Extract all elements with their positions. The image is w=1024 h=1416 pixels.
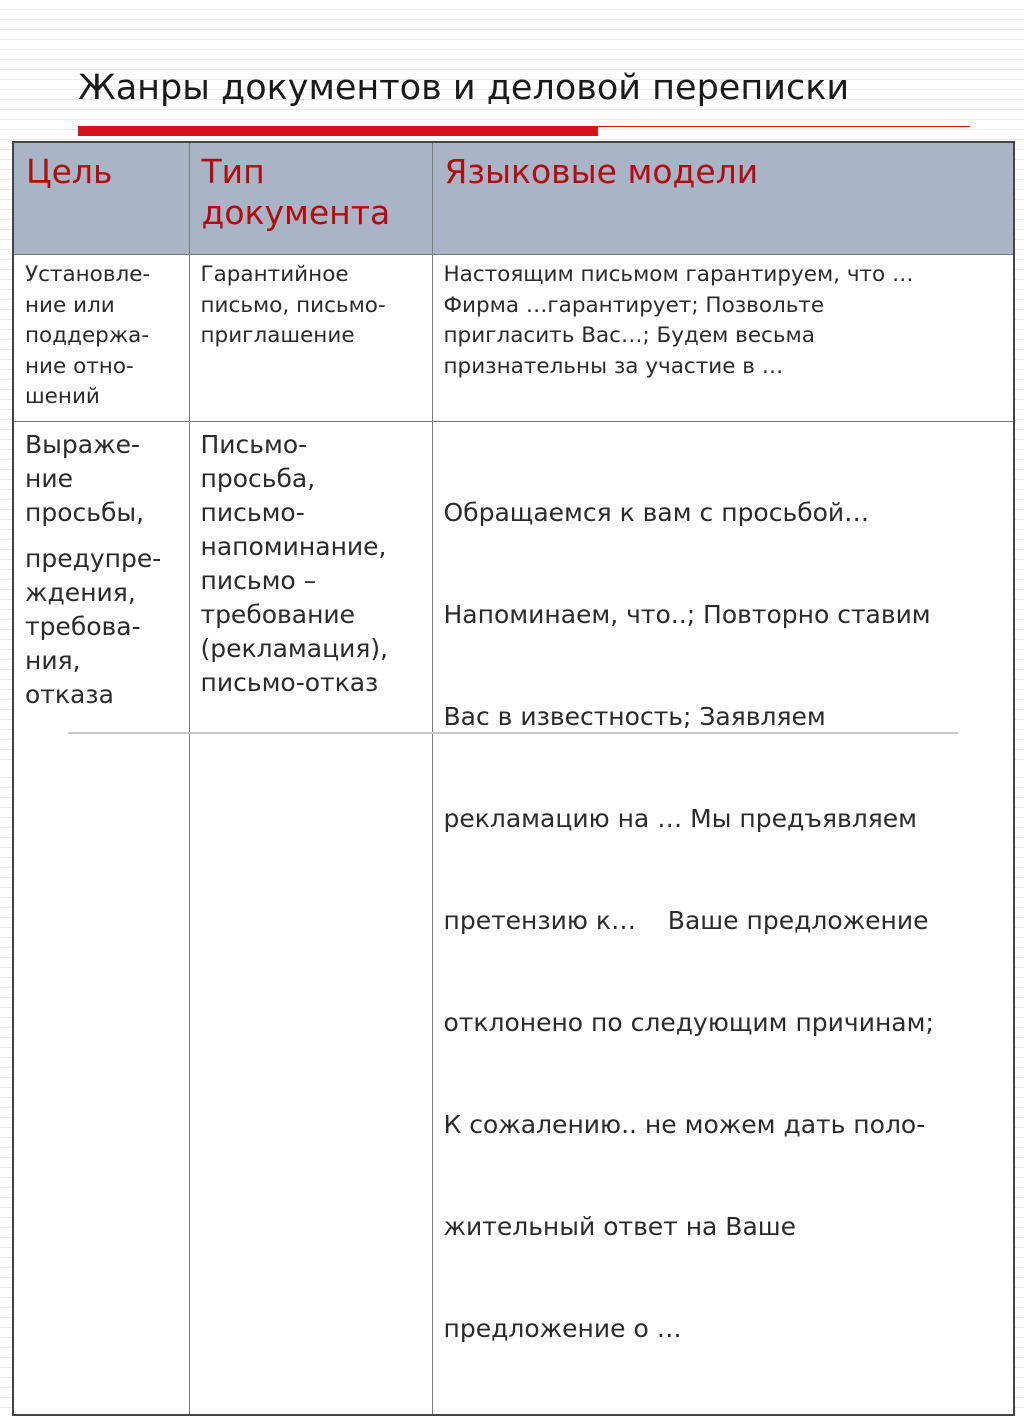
slide-title: Жанры документов и деловой переписки	[78, 68, 850, 108]
text-line: письмо, письмо-	[200, 292, 386, 318]
text-line: Установле-	[25, 262, 151, 287]
text-line: требова-	[25, 612, 141, 641]
header-doc-type: Тип документа	[189, 142, 432, 255]
text-line: Обращаемся к вам с просьбой…	[443, 498, 870, 527]
text-line: К сожалению.. не можем дать поло-	[443, 1110, 926, 1139]
table-row	[13, 422, 1014, 1416]
text-line: шений	[25, 384, 100, 409]
text-line: (рекламация),	[200, 634, 389, 663]
text-line: просьба,	[200, 464, 316, 493]
text-line: просьбы,	[25, 498, 145, 527]
table-row	[13, 255, 1014, 422]
text-line: Письмо-	[200, 430, 308, 459]
text-line: письмо-	[200, 498, 305, 527]
text-line: напоминание,	[200, 532, 387, 561]
title-underline-line	[598, 126, 970, 127]
text-line: отказа	[25, 680, 114, 709]
cell-goal	[13, 255, 189, 422]
cell-doc-type	[189, 255, 432, 422]
title-underline-bar	[78, 126, 598, 136]
cell-language-models	[432, 255, 1014, 422]
text-line: поддержа-	[25, 323, 150, 348]
cell-goal	[13, 422, 189, 1416]
text-line: Фирма …гарантирует; Позвольте	[443, 292, 825, 318]
text-line: Вас в известность; Заявляем	[443, 702, 826, 731]
header-language-models: Языковые модели	[432, 142, 1014, 255]
text-line: Гарантийное	[200, 262, 349, 287]
text-line: претензию к… Ваше предложение	[443, 906, 929, 935]
text-line: ния,	[25, 646, 81, 675]
text-line: Настоящим письмом гарантируем, что …	[443, 262, 914, 287]
genres-table	[12, 141, 1015, 1416]
paragraph-gap	[25, 530, 181, 542]
text-line: пригласить Вас…; Будем весьма	[443, 323, 815, 348]
text-line: ние	[25, 464, 73, 493]
header-goal: Цель	[13, 142, 189, 255]
text-line: Напоминаем, что..; Повторно ставим	[443, 600, 931, 629]
text-line: приглашение	[200, 323, 355, 348]
text-line: письмо –	[200, 566, 317, 595]
text-line: ние отно-	[25, 353, 134, 379]
text-line: признательны за участие в …	[443, 353, 784, 379]
text-line: жительный ответ на Ваше	[443, 1212, 797, 1241]
text-line: предупре-	[25, 544, 162, 573]
text-line: письмо-отказ	[200, 668, 379, 697]
text-line: ждения,	[25, 578, 136, 607]
text-line: Выраже-	[25, 430, 141, 459]
text-line: требование	[200, 600, 356, 629]
text-line: ние или	[25, 292, 115, 318]
cell-language-models	[432, 422, 1014, 1416]
text-line: рекламацию на … Мы предъявляем	[443, 804, 917, 833]
cell-doc-type	[189, 422, 432, 1416]
text-line: отклонено по следующим причинам;	[443, 1008, 934, 1037]
text-line: предложение о …	[443, 1314, 682, 1343]
table-header-row	[13, 142, 1014, 255]
footer-divider	[68, 732, 958, 734]
